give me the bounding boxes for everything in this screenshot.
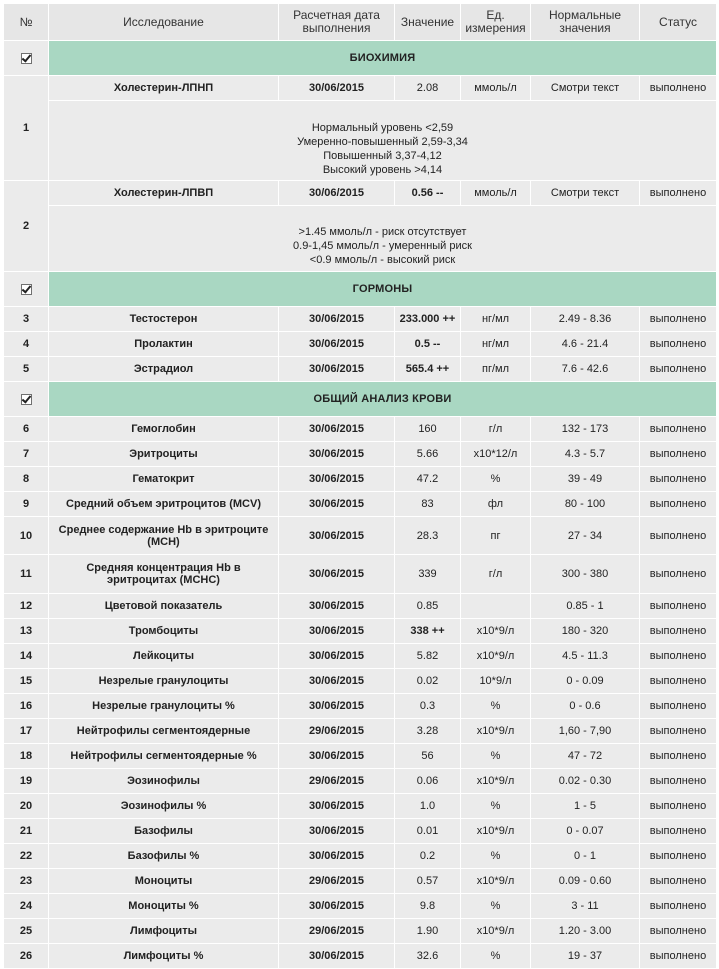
row-norm: 0 - 0.09 xyxy=(531,669,640,694)
table-row xyxy=(4,442,717,467)
row-unit: % xyxy=(461,894,531,919)
row-number: 8 xyxy=(4,467,49,492)
row-status: выполнено xyxy=(640,594,717,619)
row-unit: г/л xyxy=(461,555,531,594)
row-unit: x10*9/л xyxy=(461,619,531,644)
row-status: выполнено xyxy=(640,944,717,969)
row-unit xyxy=(461,594,531,619)
row-status: выполнено xyxy=(640,719,717,744)
row-date: 30/06/2015 xyxy=(279,744,395,769)
row-number: 1 xyxy=(4,76,49,181)
row-unit: x10*9/л xyxy=(461,819,531,844)
note-line: Повышенный 3,37-4,12 xyxy=(323,149,442,162)
row-norm: 180 - 320 xyxy=(531,619,640,644)
table-row xyxy=(4,619,717,644)
row-number: 3 xyxy=(4,307,49,332)
section-blood-count xyxy=(4,382,717,969)
row-note xyxy=(49,101,717,181)
row-date: 30/06/2015 xyxy=(279,76,395,101)
row-value: 0.85 xyxy=(395,594,461,619)
row-norm: Смотри текст xyxy=(531,76,640,101)
note-line: Нормальный уровень <2,59 xyxy=(311,121,454,134)
row-number: 19 xyxy=(4,769,49,794)
study-name: Нейтрофилы сегментоядерные % xyxy=(49,744,279,769)
row-date: 29/06/2015 xyxy=(279,719,395,744)
row-status: выполнено xyxy=(640,644,717,669)
table-row xyxy=(4,819,717,844)
row-norm: 80 - 100 xyxy=(531,492,640,517)
section-biochemistry xyxy=(4,41,717,272)
row-date: 30/06/2015 xyxy=(279,894,395,919)
note-line: Умеренно-повышенный 2,59-3,34 xyxy=(297,135,468,148)
row-norm: 0.02 - 0.30 xyxy=(531,769,640,794)
row-status: выполнено xyxy=(640,517,717,555)
row-status: выполнено xyxy=(640,619,717,644)
section-checkbox-cell xyxy=(4,382,49,417)
row-value: 47.2 xyxy=(395,467,461,492)
row-unit: % xyxy=(461,744,531,769)
row-number: 16 xyxy=(4,694,49,719)
row-unit: нг/мл xyxy=(461,332,531,357)
table-row xyxy=(4,744,717,769)
row-number: 4 xyxy=(4,332,49,357)
row-unit: 10*9/л xyxy=(461,669,531,694)
row-status: выполнено xyxy=(640,919,717,944)
study-name: Среднее содержание Hb в эритроците (MCH) xyxy=(49,517,279,555)
study-name: Нейтрофилы сегментоядерные xyxy=(49,719,279,744)
study-name: Средняя концентрация Hb в эритроцитах (MCHC) xyxy=(49,555,279,594)
col-header-norm: Нормальные значения xyxy=(531,4,640,41)
table-row xyxy=(4,869,717,894)
row-value: 339 xyxy=(395,555,461,594)
row-value: 565.4 ++ xyxy=(395,357,461,382)
table-row xyxy=(4,919,717,944)
row-unit: нг/мл xyxy=(461,307,531,332)
row-value: 56 xyxy=(395,744,461,769)
row-status: выполнено xyxy=(640,869,717,894)
row-number: 5 xyxy=(4,357,49,382)
row-value: 0.5 -- xyxy=(395,332,461,357)
section-title: ГОРМОНЫ xyxy=(49,272,717,307)
section-header-row xyxy=(4,272,717,307)
row-norm: 27 - 34 xyxy=(531,517,640,555)
row-value: 83 xyxy=(395,492,461,517)
row-unit: x10*9/л xyxy=(461,869,531,894)
section-hormones xyxy=(4,272,717,382)
row-status: выполнено xyxy=(640,332,717,357)
table-row xyxy=(4,76,717,101)
row-date: 30/06/2015 xyxy=(279,619,395,644)
study-name: Моноциты % xyxy=(49,894,279,919)
table-row xyxy=(4,492,717,517)
row-status: выполнено xyxy=(640,307,717,332)
row-value: 0.57 xyxy=(395,869,461,894)
table-row xyxy=(4,794,717,819)
results-table xyxy=(3,3,717,969)
row-value: 3.28 xyxy=(395,719,461,744)
table-row xyxy=(4,181,717,206)
col-header-value: Значение xyxy=(395,4,461,41)
study-name: Незрелые гранулоциты xyxy=(49,669,279,694)
table-row xyxy=(4,307,717,332)
row-date: 30/06/2015 xyxy=(279,944,395,969)
study-name: Цветовой показатель xyxy=(49,594,279,619)
row-status: выполнено xyxy=(640,442,717,467)
row-number: 12 xyxy=(4,594,49,619)
row-value: 0.56 -- xyxy=(395,181,461,206)
row-status: выполнено xyxy=(640,467,717,492)
row-date: 30/06/2015 xyxy=(279,332,395,357)
study-name: Средний объем эритроцитов (MCV) xyxy=(49,492,279,517)
section-title: БИОХИМИЯ xyxy=(49,41,717,76)
row-number: 15 xyxy=(4,669,49,694)
row-unit: % xyxy=(461,794,531,819)
row-date: 29/06/2015 xyxy=(279,769,395,794)
study-name: Тромбоциты xyxy=(49,619,279,644)
section-header-row xyxy=(4,382,717,417)
row-norm: 19 - 37 xyxy=(531,944,640,969)
study-name: Эозинофилы xyxy=(49,769,279,794)
row-unit: x10*9/л xyxy=(461,919,531,944)
row-unit: % xyxy=(461,694,531,719)
row-value: 32.6 xyxy=(395,944,461,969)
section-checkbox-cell xyxy=(4,41,49,76)
study-name: Пролактин xyxy=(49,332,279,357)
row-date: 29/06/2015 xyxy=(279,919,395,944)
note-line: <0.9 ммоль/л - высокий риск xyxy=(309,253,456,266)
row-number: 2 xyxy=(4,181,49,272)
row-unit: % xyxy=(461,944,531,969)
row-number: 13 xyxy=(4,619,49,644)
row-norm: 1.20 - 3.00 xyxy=(531,919,640,944)
section-header-row xyxy=(4,41,717,76)
row-number: 24 xyxy=(4,894,49,919)
row-norm: 7.6 - 42.6 xyxy=(531,357,640,382)
row-note xyxy=(49,206,717,272)
table-row xyxy=(4,644,717,669)
row-status: выполнено xyxy=(640,357,717,382)
row-norm: 39 - 49 xyxy=(531,467,640,492)
row-value: 5.82 xyxy=(395,644,461,669)
table-row xyxy=(4,769,717,794)
table-row xyxy=(4,332,717,357)
row-status: выполнено xyxy=(640,555,717,594)
row-number: 26 xyxy=(4,944,49,969)
row-norm: 0 - 0.07 xyxy=(531,819,640,844)
row-value: 9.8 xyxy=(395,894,461,919)
row-unit: ммоль/л xyxy=(461,181,531,206)
study-name: Эстрадиол xyxy=(49,357,279,382)
study-name: Тестостерон xyxy=(49,307,279,332)
row-number: 6 xyxy=(4,417,49,442)
table-row xyxy=(4,467,717,492)
table-row xyxy=(4,594,717,619)
row-number: 9 xyxy=(4,492,49,517)
row-date: 30/06/2015 xyxy=(279,794,395,819)
row-unit: пг xyxy=(461,517,531,555)
row-date: 30/06/2015 xyxy=(279,307,395,332)
row-norm: 4.3 - 5.7 xyxy=(531,442,640,467)
row-unit: x10*12/л xyxy=(461,442,531,467)
row-norm: 3 - 11 xyxy=(531,894,640,919)
row-unit: x10*9/л xyxy=(461,644,531,669)
row-norm: 0.09 - 0.60 xyxy=(531,869,640,894)
row-norm: 1,60 - 7,90 xyxy=(531,719,640,744)
section-checkbox-cell xyxy=(4,272,49,307)
row-status: выполнено xyxy=(640,417,717,442)
row-value: 0.02 xyxy=(395,669,461,694)
study-name: Лейкоциты xyxy=(49,644,279,669)
col-header-unit: Ед. измерения xyxy=(461,4,531,41)
study-name: Базофилы xyxy=(49,819,279,844)
row-unit: пг/мл xyxy=(461,357,531,382)
row-status: выполнено xyxy=(640,76,717,101)
row-unit: фл xyxy=(461,492,531,517)
table-row xyxy=(4,357,717,382)
row-status: выполнено xyxy=(640,694,717,719)
note-line: 0.9-1,45 ммоль/л - умеренный риск xyxy=(293,239,472,252)
study-name: Моноциты xyxy=(49,869,279,894)
row-norm: 4.6 - 21.4 xyxy=(531,332,640,357)
table-row xyxy=(4,669,717,694)
table-row xyxy=(4,719,717,744)
row-number: 14 xyxy=(4,644,49,669)
row-number: 22 xyxy=(4,844,49,869)
study-name: Холестерин-ЛПНП xyxy=(49,76,279,101)
row-norm: 0 - 1 xyxy=(531,844,640,869)
row-date: 29/06/2015 xyxy=(279,869,395,894)
row-norm: 300 - 380 xyxy=(531,555,640,594)
section-checkbox[interactable] xyxy=(21,394,32,405)
row-value: 233.000 ++ xyxy=(395,307,461,332)
note-line: >1.45 ммоль/л - риск отсутствует xyxy=(298,225,467,238)
study-name: Эозинофилы % xyxy=(49,794,279,819)
row-value: 1.90 xyxy=(395,919,461,944)
row-number: 7 xyxy=(4,442,49,467)
study-name: Незрелые гранулоциты % xyxy=(49,694,279,719)
row-unit: x10*9/л xyxy=(461,769,531,794)
study-name: Базофилы % xyxy=(49,844,279,869)
row-status: выполнено xyxy=(640,894,717,919)
study-name: Эритроциты xyxy=(49,442,279,467)
row-status: выполнено xyxy=(640,769,717,794)
row-date: 30/06/2015 xyxy=(279,442,395,467)
table-row xyxy=(4,944,717,969)
row-value: 0.06 xyxy=(395,769,461,794)
section-checkbox[interactable] xyxy=(21,284,32,295)
row-date: 30/06/2015 xyxy=(279,181,395,206)
row-number: 20 xyxy=(4,794,49,819)
row-status: выполнено xyxy=(640,819,717,844)
row-number: 18 xyxy=(4,744,49,769)
row-status: выполнено xyxy=(640,492,717,517)
row-value: 0.01 xyxy=(395,819,461,844)
row-date: 30/06/2015 xyxy=(279,819,395,844)
row-number: 21 xyxy=(4,819,49,844)
row-date: 30/06/2015 xyxy=(279,417,395,442)
row-status: выполнено xyxy=(640,181,717,206)
row-norm: 47 - 72 xyxy=(531,744,640,769)
row-norm: 4.5 - 11.3 xyxy=(531,644,640,669)
row-value: 2.08 xyxy=(395,76,461,101)
row-date: 30/06/2015 xyxy=(279,517,395,555)
row-date: 30/06/2015 xyxy=(279,644,395,669)
col-header-status: Статус xyxy=(640,4,717,41)
row-value: 5.66 xyxy=(395,442,461,467)
row-date: 30/06/2015 xyxy=(279,594,395,619)
row-date: 30/06/2015 xyxy=(279,467,395,492)
row-norm: 1 - 5 xyxy=(531,794,640,819)
study-name: Холестерин-ЛПВП xyxy=(49,181,279,206)
col-header-num: № xyxy=(4,4,49,41)
row-date: 30/06/2015 xyxy=(279,694,395,719)
row-date: 30/06/2015 xyxy=(279,357,395,382)
row-unit: % xyxy=(461,467,531,492)
row-norm: 2.49 - 8.36 xyxy=(531,307,640,332)
note-line: Высокий уровень >4,14 xyxy=(322,163,443,176)
row-date: 30/06/2015 xyxy=(279,669,395,694)
row-unit: г/л xyxy=(461,417,531,442)
row-number: 17 xyxy=(4,719,49,744)
col-header-study: Исследование xyxy=(49,4,279,41)
row-value: 0.3 xyxy=(395,694,461,719)
row-date: 30/06/2015 xyxy=(279,492,395,517)
table-row xyxy=(4,894,717,919)
col-header-date: Расчетная дата выполнения xyxy=(279,4,395,41)
row-value: 0.2 xyxy=(395,844,461,869)
study-name: Лимфоциты % xyxy=(49,944,279,969)
study-name: Гематокрит xyxy=(49,467,279,492)
note-row xyxy=(4,206,717,272)
table-row xyxy=(4,844,717,869)
row-unit: ммоль/л xyxy=(461,76,531,101)
row-status: выполнено xyxy=(640,794,717,819)
row-norm: Смотри текст xyxy=(531,181,640,206)
row-number: 10 xyxy=(4,517,49,555)
row-norm: 0.85 - 1 xyxy=(531,594,640,619)
row-number: 23 xyxy=(4,869,49,894)
row-value: 1.0 xyxy=(395,794,461,819)
table-row xyxy=(4,517,717,555)
row-value: 338 ++ xyxy=(395,619,461,644)
study-name: Гемоглобин xyxy=(49,417,279,442)
row-date: 30/06/2015 xyxy=(279,844,395,869)
row-unit: % xyxy=(461,844,531,869)
table-header-row xyxy=(4,4,717,41)
row-status: выполнено xyxy=(640,669,717,694)
row-value: 160 xyxy=(395,417,461,442)
table-row xyxy=(4,417,717,442)
row-status: выполнено xyxy=(640,844,717,869)
note-row xyxy=(4,101,717,181)
row-norm: 132 - 173 xyxy=(531,417,640,442)
section-title: ОБЩИЙ АНАЛИЗ КРОВИ xyxy=(49,382,717,417)
row-number: 25 xyxy=(4,919,49,944)
table-row xyxy=(4,555,717,594)
study-name: Лимфоциты xyxy=(49,919,279,944)
row-status: выполнено xyxy=(640,744,717,769)
section-checkbox[interactable] xyxy=(21,53,32,64)
table-row xyxy=(4,694,717,719)
row-number: 11 xyxy=(4,555,49,594)
row-date: 30/06/2015 xyxy=(279,555,395,594)
row-value: 28.3 xyxy=(395,517,461,555)
row-norm: 0 - 0.6 xyxy=(531,694,640,719)
row-unit: x10*9/л xyxy=(461,719,531,744)
